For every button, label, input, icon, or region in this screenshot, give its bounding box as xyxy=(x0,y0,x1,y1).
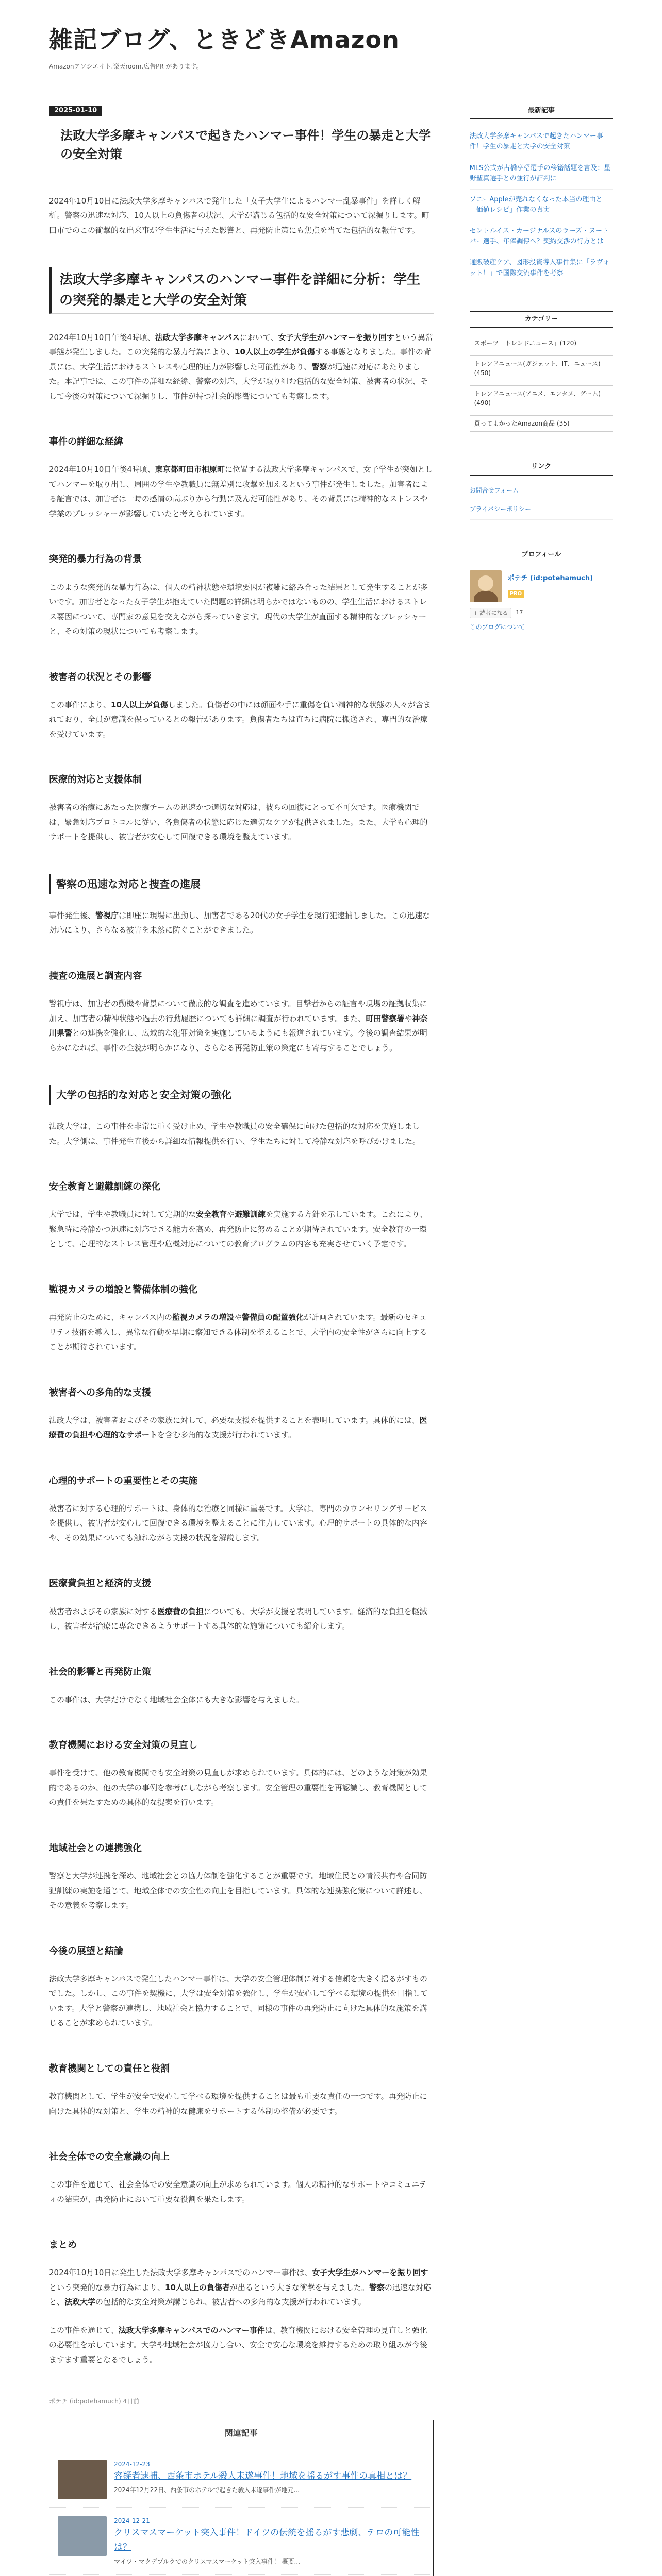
related-excerpt: 2024年12月22日、西条市のホテルで起きた殺人未遂事件が地元... xyxy=(114,2486,300,2494)
profile-info xyxy=(508,570,593,600)
category-link[interactable]: 買ってよかったAmazon商品 (35) xyxy=(470,415,613,432)
paragraph: 被害者に対する心理的サポートは、身体的な治療と同様に重要です。大学は、専門のカウンセリングサービスを提供し、被害者が安心して回復できる環境を整えることに注力しています。心理的サポートの具体的な内容や、その効果についても触れながら支援の状況を解説します。 xyxy=(49,1503,427,1543)
byline-author-link[interactable]: (id:potehamuch) xyxy=(69,2398,121,2405)
widget-title: 最新記事 xyxy=(470,103,613,120)
subsection-heading: 捜査の進展と調査内容 xyxy=(49,970,142,981)
paragraph: 被害者およびその家族に対する医療費の負担についても、大学が支援を表明しています。経済的な負担を軽減し、被害者が治療に専念できるようサポートする具体的な施策についても紹介します。 xyxy=(49,1606,427,1631)
subsection-heading: 被害者の状況とその影響 xyxy=(49,671,151,683)
reader-count: 17 xyxy=(516,609,523,616)
paragraph: 2024年10月10日に発生した法政大学多摩キャンパスでのハンマー事件は、女子大学生がハンマーを振り回すという突発的な暴力行為により、10人以上の負傷者が出るという大きな衝撃を与えました。警察の迅速な対応と、法政大学の包括的な安全対策が講じられ、被害者への多角的な支援が行われています。 xyxy=(49,2268,431,2307)
related-title-link[interactable]: クリスマスマーケット突入事件！ドイツの伝統を揺るがす悲劇、テロの可能性は？ xyxy=(114,2527,420,2553)
recent-post-link[interactable]: ソニーAppleが売れなくなった本当の理由と「価値レシピ」作業の真実 xyxy=(470,190,613,221)
recent-post-link[interactable]: MLS公式が古橋亨梧選手の移籍話題を言及：星野聖真選手との並行が評判に xyxy=(470,158,613,190)
subsection-heading: 事件の詳細な経緯 xyxy=(49,436,123,448)
category-link[interactable]: スポーツ「トレンドニュース」(120) xyxy=(470,335,613,351)
site-title[interactable]: 雑記ブログ、ときどきAmazon xyxy=(49,26,400,54)
paragraph: この事件を通じて、法政大学多摩キャンパスでのハンマー事件は、教育機関における安全管理の見直しと強化の必要性を示しています。大学や地域社会が協力し合い、安全で安心な環境を維持するための取り組みが今後ますます重要となるでしょう。 xyxy=(49,2325,427,2364)
privacy-policy-link[interactable]: プライバシーポリシー xyxy=(470,501,613,520)
related-title-link[interactable]: 容疑者逮捕、西条市ホテル殺人未遂事件！地域を揺るがす事件の真相とは？ xyxy=(114,2470,412,2481)
paragraph: 事件発生後、警視庁は即座に現場に出動し、加害者である20代の女子学生を現行犯逮捕しました。この迅速な対応により、さらなる被害を未然に防ぐことができました。 xyxy=(49,910,431,935)
related-excerpt: マイツ・マクデブルクでのクリスマスマーケット突入事件！ 概要... xyxy=(114,2557,300,2565)
paragraph: この事件を通じて、社会全体での安全意識の向上が求められています。個人の精神的なサポートやコミュニティの結束が、再発防止において重要な役割を果たします。 xyxy=(49,2180,427,2204)
section-heading: 大学の包括的な対応と安全対策の強化 xyxy=(49,1085,434,1105)
byline xyxy=(49,2396,434,2408)
paragraph: この事件は、大学だけでなく地域社会全体にも大きな影響を与えました。 xyxy=(49,1694,305,1704)
subsection-heading: 安全教育と避難訓練の深化 xyxy=(49,1181,160,1193)
links-widget xyxy=(470,459,613,519)
paragraph: 法政大学多摩キャンパスで発生したハンマー事件は、大学の安全管理体制に対する信頼を大きく揺るがすものでした。しかし、この事件を契機に、大学は安全対策を強化し、学生が安心して学べる環境の提供を目指しています。大学と警察が連携し、地域社会と協力することで、同様の事件の再発防止に向けた具体的な施策を講じることが求められています。 xyxy=(49,1974,428,2028)
related-meta xyxy=(114,2516,425,2566)
site-header xyxy=(0,0,662,87)
subsection-heading: 心理的サポートの重要性とその実施 xyxy=(49,1475,197,1486)
related-article[interactable] xyxy=(49,2508,433,2575)
reader-row xyxy=(470,607,613,618)
subsection-heading: 社会全体での安全意識の向上 xyxy=(49,2151,170,2162)
subscribe-button[interactable]: + 読者になる xyxy=(470,608,512,618)
widget-title: カテゴリー xyxy=(470,311,613,328)
byline-author: ポテチ xyxy=(49,2398,68,2405)
entry-title[interactable]: 法政大学多摩キャンパスで起きたハンマー事件！学生の暴走と大学の安全対策 xyxy=(49,119,434,173)
paragraph: この事件により、10人以上が負傷しました。負傷者の中には顔面や手に重傷を負い精神的な状態の人々が含まれており、全員が意識を保っているとの報告があります。負傷者たちは直ちに病院に搬送され、専門的な治療を受けています。 xyxy=(49,700,431,739)
paragraph: 法政大学は、被害者およびその家族に対して、必要な支援を提供することを表明しています。具体的には、医療費の負担や心理的なサポートを含む多角的な支援が行われています。 xyxy=(49,1415,427,1440)
recent-posts-list xyxy=(470,126,613,284)
paragraph: このような突発的な暴力行為は、個人の精神状態や環境要因が複雑に絡み合った結果として発生することが多いです。加害者となった女子学生が抱えていた問題の詳細は明らかではないものの、学生生活におけるストレス要因について、専門家の意見を交えながら探っていきます。現代の大学生が直面する精神的なプレッシャーと、その対策の現状についても考察します。 xyxy=(49,582,428,636)
related-meta xyxy=(114,2460,425,2499)
related-articles xyxy=(49,2420,434,2576)
main-column xyxy=(49,103,434,2576)
related-date: 2024-12-23 xyxy=(114,2460,150,2468)
byline-time-link[interactable]: 4日前 xyxy=(123,2398,140,2405)
profile xyxy=(470,570,613,602)
sidebar xyxy=(470,103,613,2576)
subsection-heading: 医療費負担と経済的支援 xyxy=(49,1578,151,1589)
recent-post-link[interactable]: セントルイス・カージナルスのラーズ・ヌートバー選手、年俸調停へ？契約交渉の行方とは xyxy=(470,221,613,252)
subsection-heading: 医療的対応と支援体制 xyxy=(49,774,142,786)
subsection-heading: 地域社会との連携強化 xyxy=(49,1842,142,1854)
paragraph: 法政大学は、この事件を非常に重く受け止め、学生や教職員の安全確保に向けた包括的な対応を実施しました。大学側は、事件発生直後から詳細な情報提供を行い、学生たちに対して冷静な対応を呼びかけました。 xyxy=(49,1122,421,1146)
paragraph: 警視庁は、加害者の動機や背景について徹底的な調査を進めています。目撃者からの証言や現場の証拠収集に加え、加害者の精神状態や過去の行動履歴についても詳細に調査が行われています。また、町田警察署や神奈川県警との連携を強化し、広域的な犯罪対策を実施しているようにも報道されています。今後の調査結果が明らかになれば、事件の全貌が明らかになり、さらなる再発防止策の策定にも寄与することでしょう。 xyxy=(49,999,428,1053)
paragraph: 大学では、学生や教職員に対して定期的な安全教育や避難訓練を実施する方針を示しています。これにより、緊急時に冷静かつ迅速に対応できる能力を高め、再発防止に努めることが期待されています。安全教育の一環として、心理的なストレス管理や危機対応についての教育プログラムの内容も充実させていく予定です。 xyxy=(49,1210,427,1249)
paragraph: 警察と大学が連携を深め、地域社会との協力体制を強化することが重要です。地域住民との情報共有や合同防犯訓練の実施を通じて、地域全体での安全性の向上を目指しています。具体的な連携強化策について詳述し、その意義を考察します。 xyxy=(49,1871,427,1910)
subsection-heading: 監視カメラの増設と警備体制の強化 xyxy=(49,1284,197,1295)
paragraph: 被害者の治療にあたった医療チームの迅速かつ適切な対応は、彼らの回復にとって不可欠です。医療機関では、緊急対応プロトコルに従い、各負傷者の状態に応じた適切なケアが提供されました。また、大学も心理的サポートを提供し、被害者が安心して回復できる環境を整えています。 xyxy=(49,803,428,842)
subsection-heading: 教育機関としての責任と役割 xyxy=(49,2063,170,2074)
subsection-heading: 今後の展望と結論 xyxy=(49,1945,123,1957)
category-link[interactable]: トレンドニュース(ガジェット、IT、ニュース) (450) xyxy=(470,355,613,381)
subsection-heading: 突発的暴力行為の背景 xyxy=(49,554,142,565)
related-thumbnail[interactable] xyxy=(58,2516,107,2556)
subsection-heading: 社会的影響と再発防止策 xyxy=(49,1666,151,1677)
entry-body xyxy=(49,194,434,2367)
content-area xyxy=(0,103,662,2576)
links-list xyxy=(470,483,613,520)
subsection-heading: まとめ xyxy=(49,2240,77,2251)
paragraph: 教育機関として、学生が安全で安心して学べる環境を提供することは最も重要な責任の一つです。再発防止に向けた具体的な対策と、学生の精神的な健康をサポートする体制の整備が必要です。 xyxy=(49,2092,427,2116)
site-description: Amazonアソシエイト.楽天room.広告PR があります。 xyxy=(49,62,203,70)
recent-post-link[interactable]: 通販破産ケア、図形投資導入事件集に「ラヴォット！」で国際交流事件を考察 xyxy=(470,252,613,284)
related-date: 2024-12-21 xyxy=(114,2517,150,2524)
related-thumbnail[interactable] xyxy=(58,2460,107,2499)
category-widget xyxy=(470,311,613,432)
profile-name-link[interactable]: ポテチ (id:potehamuch) xyxy=(507,574,593,583)
section-heading: 警察の迅速な対応と捜査の進展 xyxy=(49,874,434,894)
category-list xyxy=(470,335,613,432)
subsection-heading: 被害者への多角的な支援 xyxy=(49,1387,151,1398)
paragraph: 事件を受けて、他の教育機関でも安全対策の見直しが求められています。具体的には、どのような対策が効果的であるのか、他の大学の事例を参考にしながら考察します。安全管理の重要性を再認識し、教育機関としての責任を果たすための具体的な提案を行います。 xyxy=(49,1768,427,1807)
paragraph: 2024年10月10日午後4時頃、東京都町田市相原町に位置する法政大学多摩キャンパスで、女子学生が突如としてハンマーを取り出し、周囲の学生や教職員に無差別に攻撃を加えるという事件が発生しました。加害者による証言では、加害者は一時の感情の高ぶりから行動に及んだ可能性があり、その背景には精神的なストレスや学業のプレッシャーが影響していたと考えられています。 xyxy=(49,465,433,518)
related-article[interactable] xyxy=(49,2451,433,2508)
post-date[interactable]: 2025-01-10 xyxy=(49,106,102,116)
about-blog-link[interactable]: このブログについて xyxy=(469,623,525,631)
intro-paragraph: 2024年10月10日に法政大学多摩キャンパスで発生した「女子大学生によるハンマー乱暴事件」を詳しく解析。警察の迅速な対応、10人以上の負傷者の状況、大学が講じる包括的な安全対策について深掘りします。町田市でのこの衝撃的な出来事が学生生活に与えた影響と、再発防止策にも焦点を当てた包括的な報告です。 xyxy=(49,196,429,235)
widget-title: リンク xyxy=(470,459,613,476)
profile-widget xyxy=(470,547,613,633)
contact-form-link[interactable]: お問合せフォーム xyxy=(470,483,613,501)
avatar[interactable] xyxy=(470,570,502,602)
paragraph: 2024年10月10日午後4時頃、法政大学多摩キャンパスにおいて、女子大学生がハンマーを振り回すという異常事態が発生しました。この突発的な暴力行為により、10人以上の学生が負傷する事態となりました。事件の背景には、大学生活におけるストレスや心理的圧力が影響した可能性があり、警察が迅速に対応にあたりました。本記事では、この事件の詳細な経緯、警察の対応、大学が取り組む包括的な安全対策、被害者の状況、そして今後の対策について深掘りし、事件が持つ社会的影響についても考察します。 xyxy=(49,332,433,401)
widget-title: プロフィール xyxy=(470,547,613,564)
section-heading: 法政大学多摩キャンパスのハンマー事件を詳細に分析：学生の突発的暴走と大学の安全対策 xyxy=(49,267,434,314)
recent-post-link[interactable]: 法政大学多摩キャンパスで起きたハンマー事件！学生の暴走と大学の安全対策 xyxy=(470,126,613,158)
related-heading: 関連記事 xyxy=(49,2420,433,2447)
subsection-heading: 教育機関における安全対策の見直し xyxy=(49,1740,197,1751)
paragraph: 再発防止のために、キャンパス内の監視カメラの増設や警備員の配置強化が計画されています。最新のセキュリティ技術を導入し、異常な行動を早期に察知できる体制を整えることで、大学内の安全性がさらに向上することが期待されています。 xyxy=(49,1313,427,1351)
recent-posts-widget xyxy=(470,103,613,284)
category-link[interactable]: トレンドニュース(アニメ、エンタメ、ゲーム) (490) xyxy=(470,385,613,411)
pro-badge: PRO xyxy=(508,590,524,598)
